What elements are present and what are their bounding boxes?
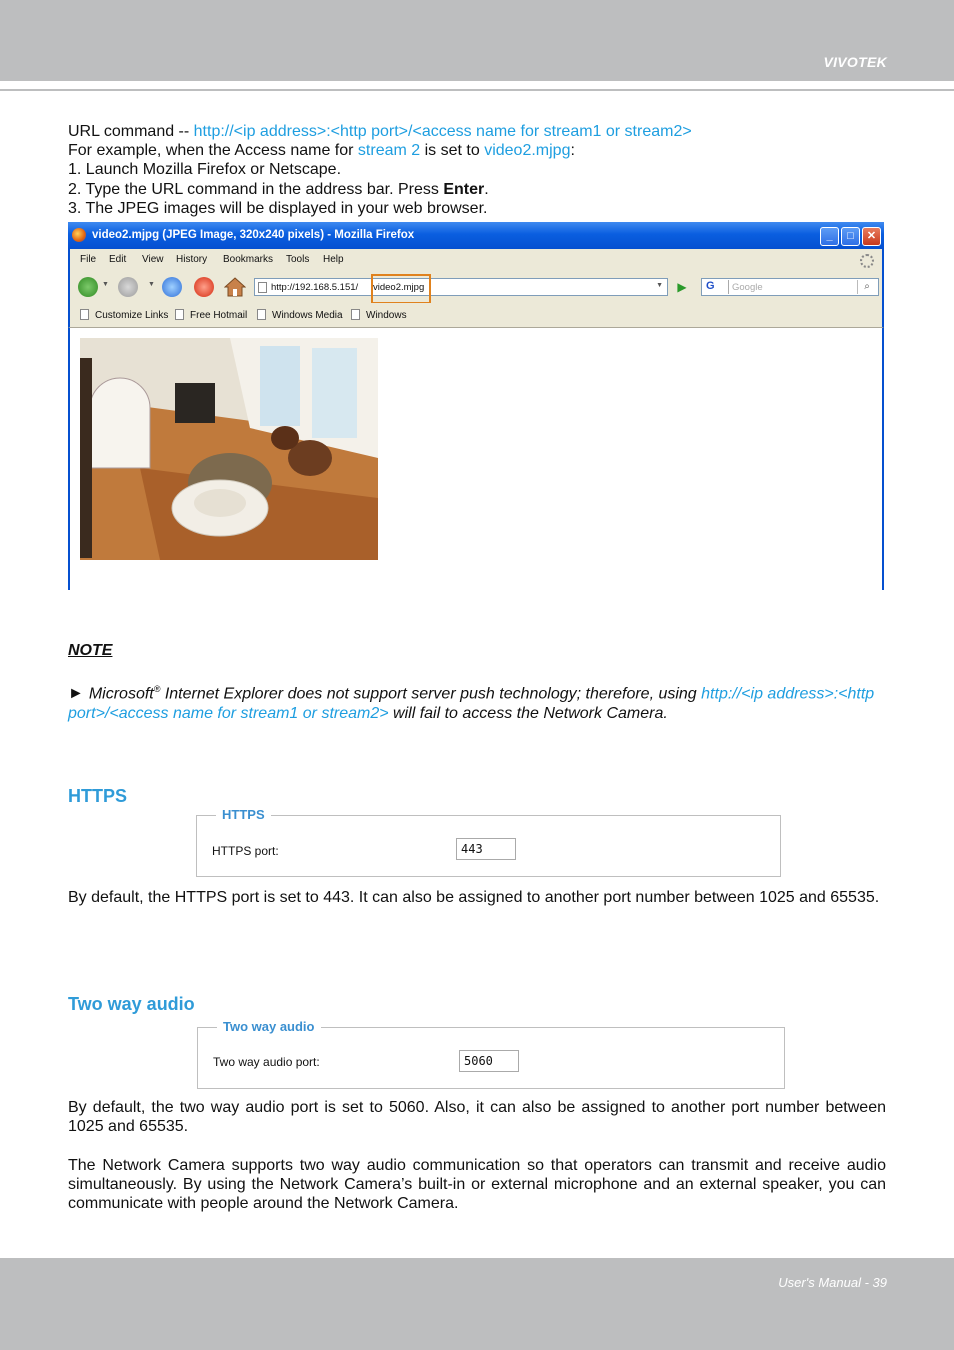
firefox-logo-icon — [72, 228, 86, 242]
audio-description-2: The Network Camera supports two way audio communication so that operators can transmit and receive audio simultaneously. By using the Network Camera’s built-in or external microphone and an external speaker, you can communicate with people around the Network Camera. — [68, 1157, 886, 1213]
navigation-toolbar — [68, 271, 884, 303]
page-header-band — [0, 0, 954, 81]
go-icon[interactable]: ▶ — [677, 280, 687, 294]
menu-view[interactable]: View — [142, 254, 164, 265]
https-legend: HTTPS — [216, 807, 271, 822]
menu-help[interactable]: Help — [323, 254, 344, 265]
two-way-audio-port-label: Two way audio port: — [213, 1055, 320, 1069]
example-value: video2.mjpg — [484, 142, 571, 160]
bookmark-customize-links[interactable]: Customize Links — [80, 309, 168, 321]
forward-icon[interactable] — [118, 277, 138, 297]
note-link: http://<ip address>:<http port>/<access name for stream1 or stream2> — [68, 685, 875, 722]
browser-title: video2.mjpg (JPEG Image, 320x240 pixels) - Mozilla Firefox — [92, 229, 415, 241]
google-icon[interactable]: G — [703, 280, 729, 294]
example-line: For example, when the Access name for stream 2 is set to video2.mjpg: — [68, 142, 575, 160]
menu-file[interactable]: File — [80, 254, 97, 265]
url-highlight-box — [371, 274, 431, 304]
header-rule — [0, 89, 954, 91]
home-icon[interactable] — [224, 276, 246, 298]
https-port-label: HTTPS port: — [212, 844, 279, 858]
two-way-audio-panel — [197, 1019, 785, 1089]
browser-titlebar — [68, 222, 884, 249]
address-host: http://192.168.5.151/ — [271, 282, 359, 293]
address-bar[interactable] — [254, 278, 668, 296]
menu-tools[interactable]: Tools — [286, 254, 310, 265]
search-icon[interactable]: ⌕ — [857, 280, 876, 294]
registered-mark: ® — [153, 684, 161, 694]
note-text: ► Microsoft® Internet Explorer does not support server push technology; therefore, using http://<ip address>:<http port>/<access name for stream1 or stream2> will fail to access the Network Camera. — [68, 684, 875, 722]
https-description: By default, the HTTPS port is set to 443. It can also be assigned to another port number between 1025 and 65535. — [68, 889, 880, 906]
two-way-audio-port-input[interactable]: 5060 — [459, 1050, 519, 1072]
bookmark-page-icon — [257, 309, 266, 320]
two-way-audio-heading: Two way audio — [68, 994, 195, 1014]
stop-icon[interactable] — [194, 277, 214, 297]
forward-dropdown-icon[interactable]: ▼ — [148, 281, 155, 288]
audio-description-1: By default, the two way audio port is set to 5060. Also, it can also be assigned to another port number between 1025 and 65535. — [68, 1099, 886, 1136]
search-box[interactable] — [701, 278, 879, 296]
reload-icon[interactable] — [162, 277, 182, 297]
menu-bar — [68, 249, 884, 271]
back-icon[interactable] — [78, 277, 98, 297]
note-heading: NOTE — [68, 642, 113, 659]
bookmarks-toolbar — [68, 303, 884, 328]
bookmark-free-hotmail[interactable]: Free Hotmail — [175, 309, 247, 321]
close-button[interactable]: ✕ — [862, 227, 881, 246]
step-1: 1. Launch Mozilla Firefox or Netscape. — [68, 161, 342, 179]
page-icon — [258, 282, 267, 293]
https-port-input[interactable]: 443 — [456, 838, 516, 860]
step-3: 3. The JPEG images will be displayed in your web browser. — [68, 199, 488, 217]
address-path: video2.mjpg — [373, 282, 425, 293]
bookmark-page-icon — [175, 309, 184, 320]
browser-viewport — [68, 328, 884, 590]
arrow-icon: ► — [68, 685, 84, 703]
back-dropdown-icon[interactable]: ▼ — [102, 281, 109, 288]
address-dropdown-icon[interactable]: ▼ — [656, 282, 663, 289]
search-placeholder: Google — [732, 282, 763, 293]
https-panel — [196, 807, 781, 877]
bookmark-page-icon — [80, 309, 89, 320]
two-way-audio-legend: Two way audio — [217, 1019, 321, 1034]
url-command-section — [68, 122, 692, 218]
camera-snapshot-image — [80, 338, 378, 560]
maximize-button[interactable]: □ — [841, 227, 860, 246]
https-heading: HTTPS — [68, 786, 128, 806]
throbber-icon — [860, 254, 874, 268]
page-number: User's Manual - 39 — [778, 1275, 887, 1290]
url-template: http://<ip address>:<http port>/<access name for stream1 or stream2> — [193, 123, 692, 140]
bookmark-windows[interactable]: Windows — [351, 309, 407, 321]
bookmark-windows-media[interactable]: Windows Media — [257, 309, 343, 321]
menu-history[interactable]: History — [176, 254, 208, 265]
enter-key: Enter — [443, 180, 485, 198]
url-command-line: URL command -- http://<ip address>:<http port>/<access name for stream1 or stream2> — [68, 123, 692, 140]
example-stream: stream 2 — [357, 142, 421, 160]
step-2: 2. Type the URL command in the address bar. Press Enter. — [68, 180, 489, 198]
bookmark-page-icon — [351, 309, 360, 320]
minimize-button[interactable]: _ — [820, 227, 839, 246]
menu-bookmarks[interactable]: Bookmarks — [223, 254, 274, 265]
page-footer-band — [0, 1258, 954, 1350]
firefox-window — [68, 222, 884, 590]
brand-label: VIVOTEK — [823, 54, 887, 70]
menu-edit[interactable]: Edit — [109, 254, 127, 265]
